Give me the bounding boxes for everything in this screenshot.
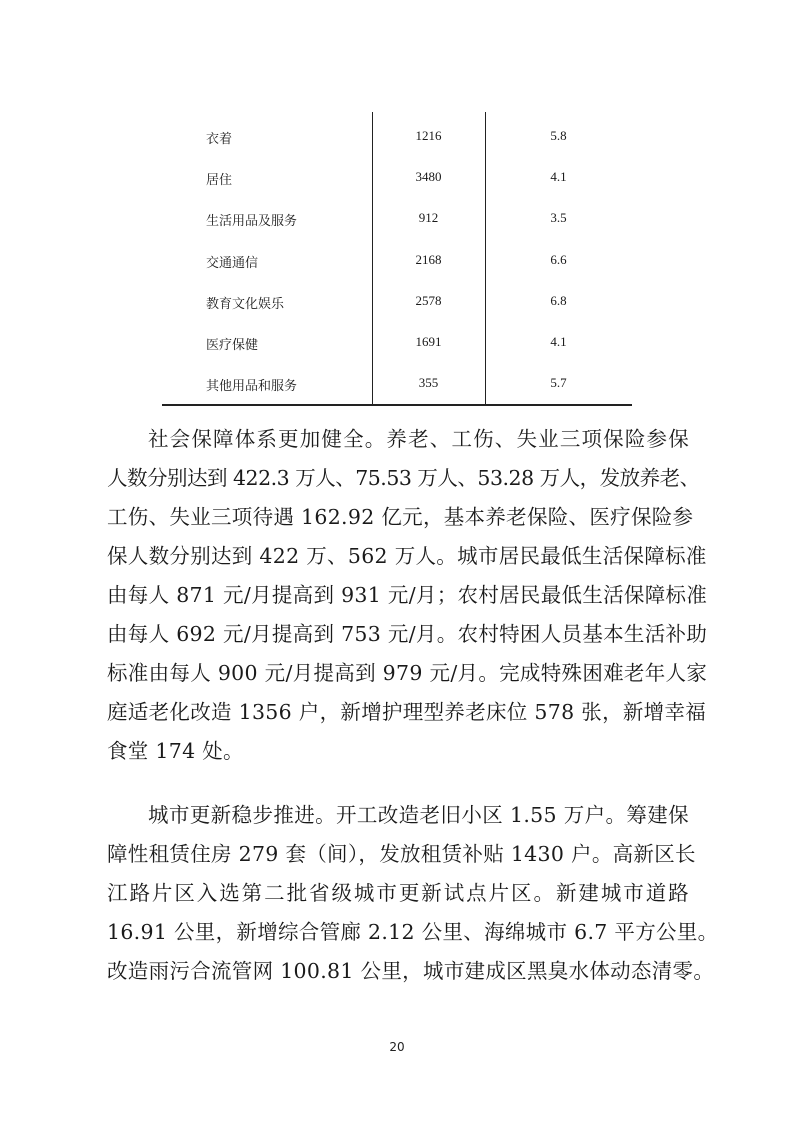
table-bottom-rule bbox=[162, 404, 632, 406]
urban-renewal-paragraph bbox=[107, 796, 719, 991]
paragraph-line: 工伤、失业三项待遇 162.92 亿元，基本养老保险、医疗保险参 bbox=[107, 505, 694, 529]
table-row bbox=[162, 210, 632, 230]
paragraph-line: 障性租赁住房 279 套（间），发放租赁补贴 1430 户。高新区长 bbox=[107, 842, 696, 866]
table-row bbox=[162, 169, 632, 189]
paragraph-line: 人数分别达到 422.3 万人、75.53 万人、53.28 万人，发放养老、 bbox=[107, 466, 700, 490]
paragraph-line: 城市更新稳步推进。开工改造老旧小区 1.55 万户。筹建保 bbox=[148, 803, 689, 827]
amount-value: 2168 bbox=[415, 252, 442, 267]
paragraph-line: 社会保障体系更加健全。养老、工伤、失业三项保险参保 bbox=[148, 427, 689, 451]
category-name: 医疗保健 bbox=[206, 337, 259, 352]
category-name: 生活用品及服务 bbox=[206, 213, 298, 228]
paragraph-line: 庭适老化改造 1356 户，新增护理型养老床位 578 张，新增幸福 bbox=[107, 700, 707, 724]
amount-value: 912 bbox=[418, 210, 439, 225]
paragraph-line: 食堂 174 处。 bbox=[107, 739, 244, 763]
growth-value: 5.7 bbox=[550, 375, 567, 390]
paragraph-line: 保人数分别达到 422 万、562 万人。城市居民最低生活保障标准 bbox=[107, 544, 707, 568]
category-name: 交通通信 bbox=[206, 255, 259, 270]
paragraph-line: 16.91 公里，新增综合管廊 2.12 公里、海绵城市 6.7 平方公里。 bbox=[107, 920, 719, 944]
amount-value: 355 bbox=[418, 375, 439, 390]
paragraph-line: 由每人 692 元/月提高到 753 元/月。农村特困人员基本生活补助 bbox=[107, 622, 708, 646]
growth-value: 4.1 bbox=[550, 334, 567, 349]
table-row bbox=[162, 334, 632, 354]
paragraph-line: 改造雨污合流管网 100.81 公里，城市建成区黑臭水体动态清零。 bbox=[107, 959, 715, 983]
growth-value: 5.8 bbox=[550, 128, 567, 143]
table-row bbox=[162, 293, 632, 313]
amount-value: 1216 bbox=[415, 128, 442, 143]
growth-value: 4.1 bbox=[550, 169, 567, 184]
category-name: 衣着 bbox=[206, 131, 233, 146]
paragraph-line: 标准由每人 900 元/月提高到 979 元/月。完成特殊困难老年人家 bbox=[107, 661, 708, 685]
paragraph-line: 由每人 871 元/月提高到 931 元/月；农村居民最低生活保障标准 bbox=[107, 583, 708, 607]
paragraph-line: 江路片区入选第二批省级城市更新试点片区。新建城市道路 bbox=[107, 881, 689, 905]
category-name: 居住 bbox=[206, 172, 233, 187]
page-number: 20 bbox=[389, 1040, 405, 1054]
social-security-paragraph bbox=[107, 420, 708, 771]
table-row bbox=[162, 252, 632, 272]
growth-value: 6.6 bbox=[550, 252, 567, 267]
growth-value: 3.5 bbox=[550, 210, 567, 225]
amount-value: 2578 bbox=[415, 293, 442, 308]
table-row bbox=[162, 128, 632, 148]
category-name: 其他用品和服务 bbox=[206, 378, 298, 393]
amount-value: 3480 bbox=[415, 169, 442, 184]
table-row bbox=[162, 375, 632, 395]
amount-value: 1691 bbox=[415, 334, 442, 349]
growth-value: 6.8 bbox=[550, 293, 567, 308]
category-name: 教育文化娱乐 bbox=[206, 296, 285, 311]
